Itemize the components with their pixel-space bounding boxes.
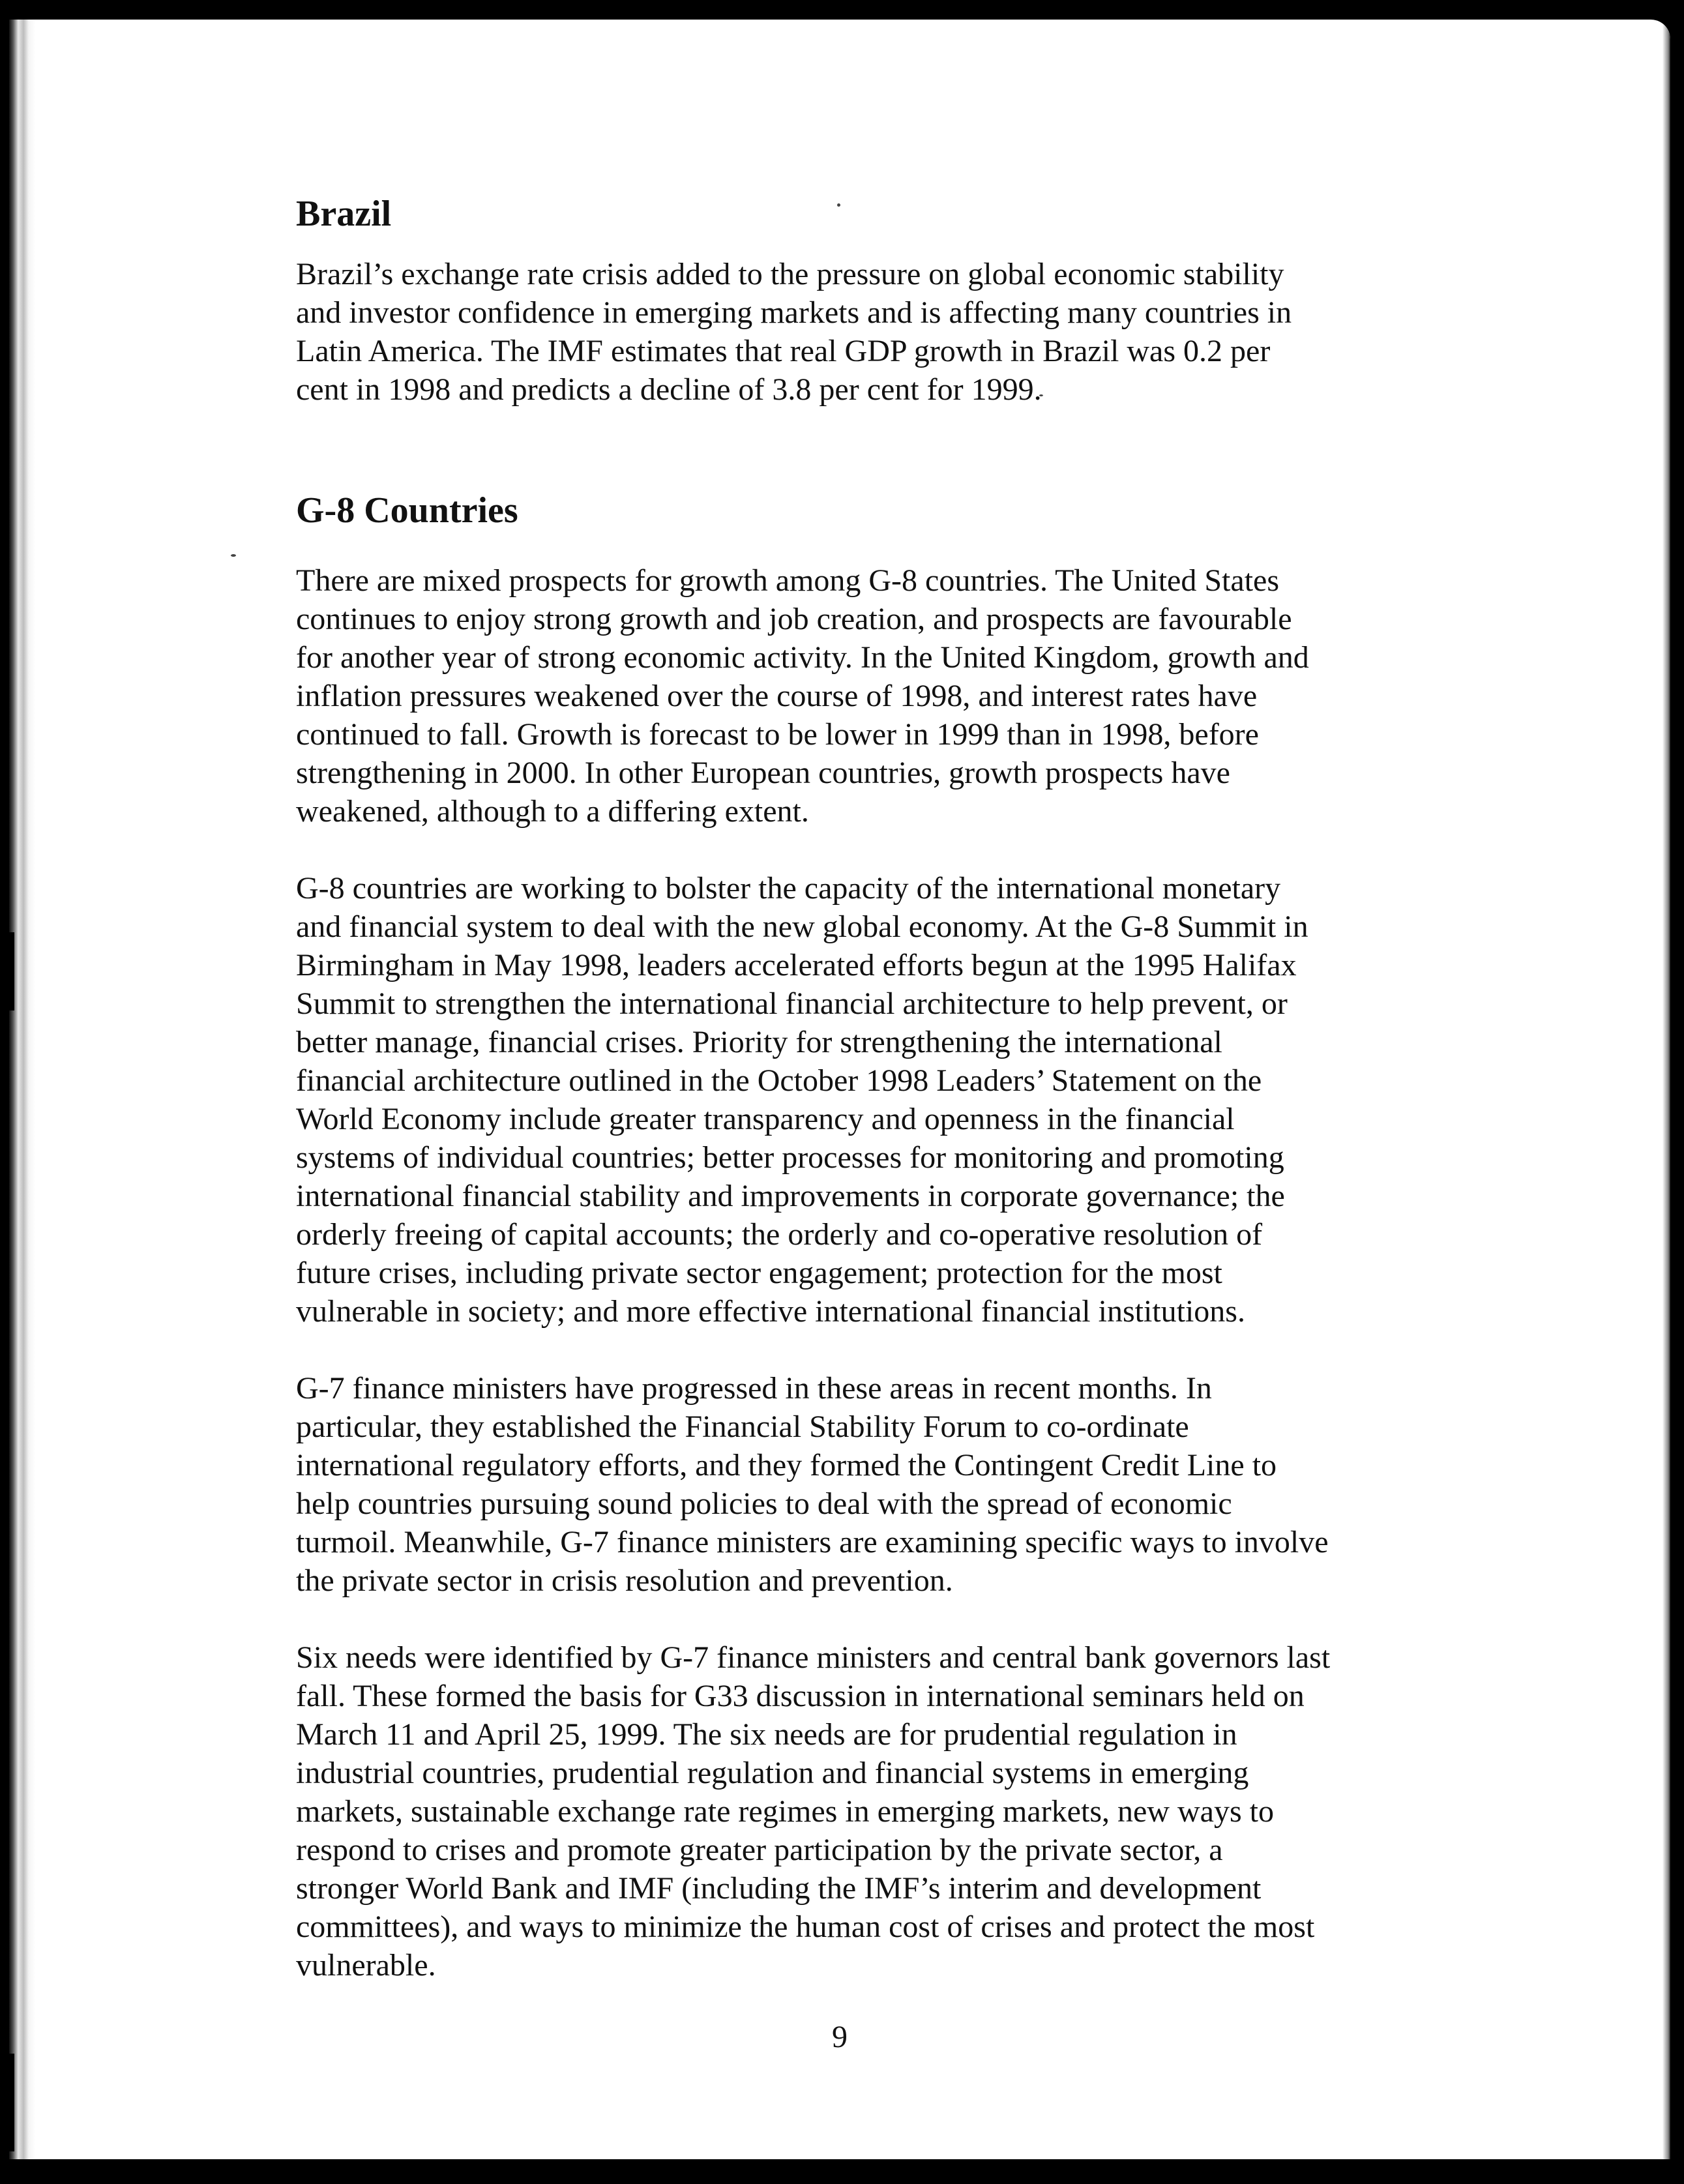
right-page-edge (1662, 20, 1670, 2159)
paragraph (296, 1638, 1404, 1985)
paragraph (296, 1369, 1404, 1600)
paragraph (296, 869, 1404, 1331)
text-line: for another year of strong economic activity. In the United Kingdom, growth and (296, 640, 1309, 675)
text-line: continued to fall. Growth is forecast to be lower in 1999 than in 1998, before (296, 717, 1259, 752)
scan-speck (231, 554, 236, 557)
text-line: Brazil’s exchange rate crisis added to the pressure on global economic stability (296, 257, 1284, 291)
text-line: G-7 finance ministers have progressed in these areas in recent months. In (296, 1371, 1212, 1406)
text-line: markets, sustainable exchange rate regimes in emerging markets, new ways to (296, 1794, 1274, 1829)
binding-edge (9, 20, 35, 2159)
text-line: Birmingham in May 1998, leaders accelerated efforts begun at the 1995 Halifax (296, 948, 1297, 982)
paragraph (296, 255, 1404, 409)
text-line: respond to crises and promote greater participation by the private sector, a (296, 1833, 1223, 1867)
text-line: World Economy include greater transparency and openness in the financial (296, 1102, 1235, 1136)
page-number: 9 (832, 2020, 848, 2054)
text-line: inflation pressures weakened over the course of 1998, and interest rates have (296, 679, 1258, 713)
text-line: the private sector in crisis resolution and prevention. (296, 1563, 953, 1598)
paragraph (296, 561, 1404, 831)
text-line: orderly freeing of capital accounts; the orderly and co-operative resolution of (296, 1217, 1263, 1252)
binding-gap (9, 932, 14, 1011)
text-line: Six needs were identified by G-7 finance ministers and central bank governors last (296, 1640, 1331, 1675)
text-line: international financial stability and improvements in corporate governance; the (296, 1179, 1285, 1213)
text-line: stronger World Bank and IMF (including the IMF’s interim and development (296, 1871, 1262, 1906)
text-line: and financial system to deal with the new global economy. At the G-8 Summit in (296, 909, 1308, 944)
text-line: March 11 and April 25, 1999. The six needs are for prudential regulation in (296, 1717, 1237, 1752)
document-body (296, 170, 1404, 1985)
text-line: weakened, although to a differing extent. (296, 794, 809, 829)
text-line: and investor confidence in emerging markets and is affecting many countries in (296, 295, 1292, 330)
text-line: industrial countries, prudential regulation and financial systems in emerging (296, 1756, 1249, 1790)
text-line: There are mixed prospects for growth among G-8 countries. The United States (296, 563, 1280, 598)
text-line: future crises, including private sector engagement; protection for the most (296, 1256, 1222, 1290)
text-line: committees), and ways to minimize the human cost of crises and protect the most (296, 1910, 1315, 1944)
scanned-page (9, 20, 1670, 2159)
text-line: cent in 1998 and predicts a decline of 3.8 per cent for 1999. (296, 372, 1042, 407)
text-line: turmoil. Meanwhile, G-7 finance ministers are examining specific ways to involve (296, 1525, 1329, 1559)
text-line: better manage, financial crises. Priority for strengthening the international (296, 1025, 1222, 1059)
text-line: particular, they established the Financial Stability Forum to co-ordinate (296, 1409, 1189, 1444)
text-line: strengthening in 2000. In other European countries, growth prospects have (296, 756, 1230, 790)
text-line: fall. These formed the basis for G33 discussion in international seminars held on (296, 1679, 1305, 1713)
text-line: vulnerable. (296, 1948, 436, 1983)
binding-gap (9, 2054, 14, 2151)
text-line: G-8 countries are working to bolster the capacity of the international monetary (296, 871, 1281, 906)
text-line: financial architecture outlined in the October 1998 Leaders’ Statement on the (296, 1063, 1262, 1098)
text-line: help countries pursuing sound policies to deal with the spread of economic (296, 1486, 1232, 1521)
section-heading-g8-countries: G-8 Countries (296, 490, 518, 531)
text-line: Latin America. The IMF estimates that real GDP growth in Brazil was 0.2 per (296, 334, 1271, 368)
text-line: continues to enjoy strong growth and job creation, and prospects are favourable (296, 602, 1292, 636)
text-line: vulnerable in society; and more effective international financial institutions. (296, 1294, 1245, 1329)
section-heading-brazil: Brazil (296, 194, 392, 234)
text-line: systems of individual countries; better processes for monitoring and promoting (296, 1140, 1284, 1175)
text-line: international regulatory efforts, and they formed the Contingent Credit Line to (296, 1448, 1277, 1483)
text-line: Summit to strengthen the international financial architecture to help prevent, or (296, 986, 1288, 1021)
